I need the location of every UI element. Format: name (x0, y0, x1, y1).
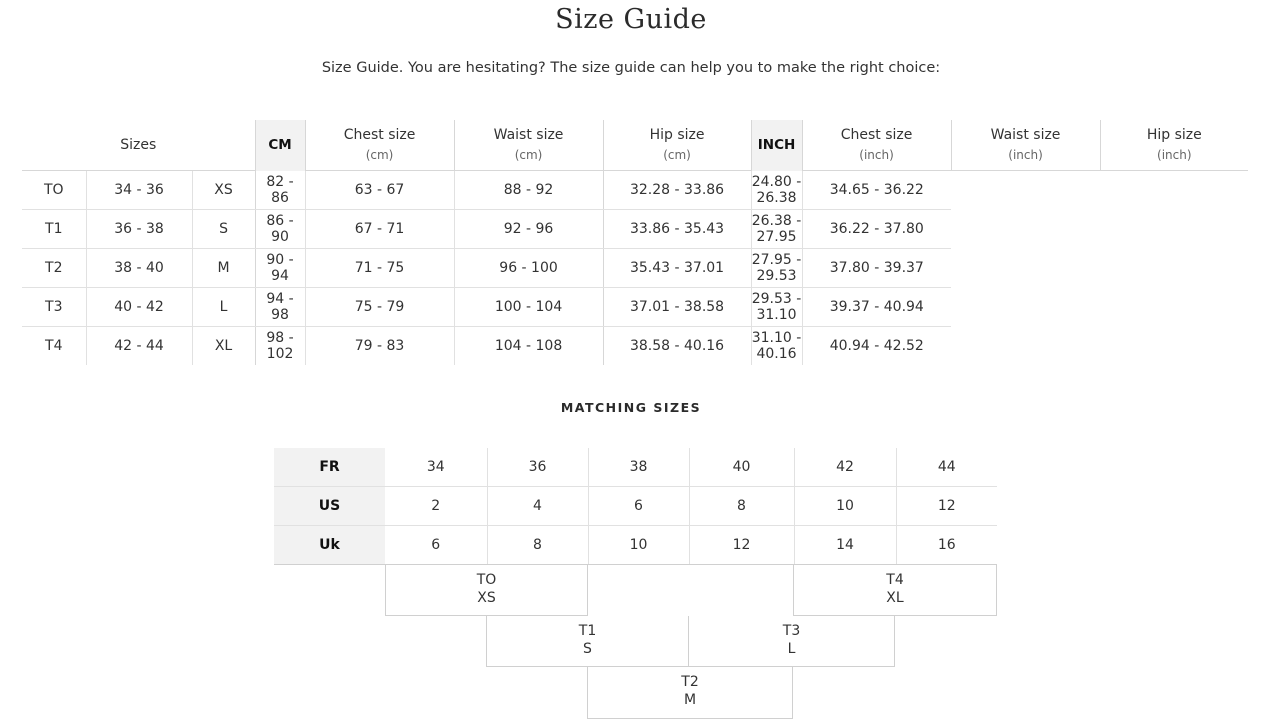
size-value: 12 (896, 487, 997, 526)
size-code: T2 (22, 249, 86, 288)
size-letter: S (192, 210, 255, 249)
region-label: FR (274, 448, 385, 487)
size-value: 44 (896, 448, 997, 487)
pyramid-box-t4 (793, 565, 997, 616)
size-value: 10 (794, 487, 896, 526)
hip-cm: 88 - 92 (454, 171, 603, 210)
size-value: 12 (689, 526, 794, 565)
size-value: 8 (689, 487, 794, 526)
waist-cm: 75 - 79 (305, 288, 454, 327)
waist-inch: 24.80 - 26.38 (751, 171, 802, 210)
size-value: 40 (689, 448, 794, 487)
size-range: 36 - 38 (86, 210, 192, 249)
size-letter: M (192, 249, 255, 288)
table-row (274, 487, 997, 526)
size-value: 38 (588, 448, 689, 487)
waist-inch: 27.95 - 29.53 (751, 249, 802, 288)
sizes-header: Sizes (22, 120, 255, 171)
size-value: 16 (896, 526, 997, 565)
hip-inch-header: Hip size (inch) (1100, 120, 1248, 171)
pyramid-letter: XS (477, 590, 496, 606)
chest-cm: 82 - 86 (255, 171, 305, 210)
size-value: 10 (588, 526, 689, 565)
table-row (22, 171, 1248, 210)
chest-cm: 98 - 102 (255, 327, 305, 366)
hip-cm: 96 - 100 (454, 249, 603, 288)
table-row (274, 448, 997, 487)
size-value: 34 (385, 448, 487, 487)
inch-label: INCH (751, 120, 802, 171)
table-row (22, 327, 1248, 366)
hip-inch: 34.65 - 36.22 (802, 171, 951, 210)
size-value: 36 (487, 448, 588, 487)
waist-inch-header: Waist size (inch) (951, 120, 1100, 171)
chest-inch: 38.58 - 40.16 (603, 327, 751, 366)
hip-cm: 100 - 104 (454, 288, 603, 327)
pyramid-box-to (385, 565, 588, 616)
size-letter: L (192, 288, 255, 327)
size-letter: XL (192, 327, 255, 366)
size-range: 34 - 36 (86, 171, 192, 210)
size-value: 2 (385, 487, 487, 526)
chest-cm: 86 - 90 (255, 210, 305, 249)
hip-cm-header: Hip size (cm) (603, 120, 751, 171)
size-value: 6 (385, 526, 487, 565)
size-range: 38 - 40 (86, 249, 192, 288)
pyramid-letter: S (583, 641, 592, 657)
size-value: 42 (794, 448, 896, 487)
page-subtitle: Size Guide. You are hesitating? The size guide can help you to make the right choice: (321, 60, 941, 76)
table-row (22, 249, 1248, 288)
pyramid-letter: L (787, 641, 796, 657)
size-range: 42 - 44 (86, 327, 192, 366)
pyramid-code: T2 (681, 674, 699, 690)
size-value: 4 (487, 487, 588, 526)
chest-inch: 37.01 - 38.58 (603, 288, 751, 327)
chest-cm: 94 - 98 (255, 288, 305, 327)
chest-cm: 90 - 94 (255, 249, 305, 288)
pyramid-code: T4 (886, 572, 904, 588)
waist-cm: 67 - 71 (305, 210, 454, 249)
size-code: TO (22, 171, 86, 210)
table-header-row (22, 120, 1248, 171)
table-row (274, 526, 997, 565)
matching-sizes-title: MATCHING SIZES (560, 400, 702, 415)
pyramid-letter: M (683, 692, 697, 708)
pyramid-code: T1 (578, 623, 597, 639)
chest-inch: 33.86 - 35.43 (603, 210, 751, 249)
region-label: US (274, 487, 385, 526)
page-title: Size Guide (555, 4, 707, 35)
waist-inch: 31.10 - 40.16 (751, 327, 802, 366)
hip-cm: 104 - 108 (454, 327, 603, 366)
size-guide-table (22, 120, 1248, 365)
size-code: T1 (22, 210, 86, 249)
table-row (22, 288, 1248, 327)
hip-inch: 37.80 - 39.37 (802, 249, 951, 288)
pyramid-box-t2 (587, 667, 793, 719)
chest-cm-header: Chest size (cm) (305, 120, 454, 171)
size-range: 40 - 42 (86, 288, 192, 327)
table-row (22, 210, 1248, 249)
pyramid-box-t3 (688, 616, 895, 667)
chest-inch-header: Chest size (inch) (802, 120, 951, 171)
pyramid-code: T3 (782, 623, 801, 639)
waist-cm: 71 - 75 (305, 249, 454, 288)
hip-cm: 92 - 96 (454, 210, 603, 249)
waist-cm: 63 - 67 (305, 171, 454, 210)
size-value: 6 (588, 487, 689, 526)
region-label: Uk (274, 526, 385, 565)
size-code: T4 (22, 327, 86, 366)
cm-label: CM (255, 120, 305, 171)
pyramid-letter: XL (886, 590, 904, 606)
chest-inch: 32.28 - 33.86 (603, 171, 751, 210)
waist-inch: 29.53 - 31.10 (751, 288, 802, 327)
pyramid-box-t1 (486, 616, 689, 667)
size-value: 8 (487, 526, 588, 565)
size-letter: XS (192, 171, 255, 210)
size-value: 14 (794, 526, 896, 565)
waist-inch: 26.38 - 27.95 (751, 210, 802, 249)
hip-inch: 36.22 - 37.80 (802, 210, 951, 249)
hip-inch: 39.37 - 40.94 (802, 288, 951, 327)
waist-cm: 79 - 83 (305, 327, 454, 366)
size-code: T3 (22, 288, 86, 327)
matching-sizes-table (274, 448, 997, 565)
waist-cm-header: Waist size (cm) (454, 120, 603, 171)
hip-inch: 40.94 - 42.52 (829, 338, 924, 354)
pyramid-code: TO (476, 572, 497, 588)
chest-inch: 35.43 - 37.01 (603, 249, 751, 288)
